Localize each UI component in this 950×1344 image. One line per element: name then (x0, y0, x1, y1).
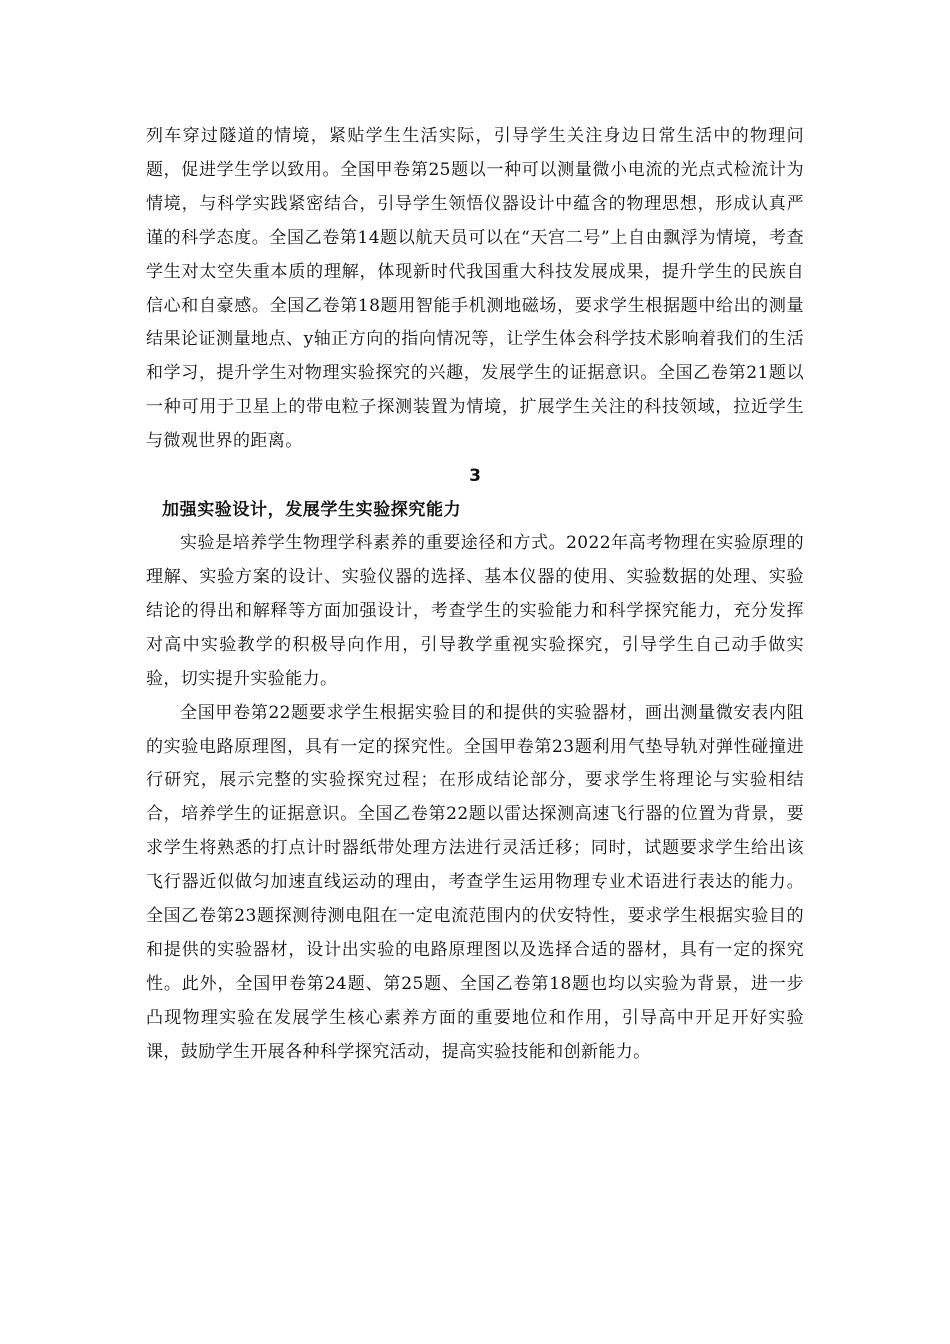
section-heading: 加强实验设计，发展学生实验探究能力 (162, 500, 462, 521)
intro-paragraph: 列车穿过隧道的情境，紧贴学生生活实际，引导学生关注身边日常生活中的物理问题，促进学生学以致用。全国甲卷第25题以一种可以测量微小电流的光点式检流计为情境，与科学实践紧密结合，引导学生领悟仪器设计中蕴含的物理思想，形成认真严谨的科学态度。全国乙卷第14题以航天员可以在“天宫二号”上自由飘浮为情境，考查学生对太空失重本质的理解，体现新时代我国重大科技发展成果，提升学生的民族自信心和自豪感。全国乙卷第18题用智能手机测地磁场，要求学生根据题中给出的测量结果论证测量地点、y轴正方向的指向情况等，让学生体会科学技术影响着我们的生活和学习，提升学生对物理实验探究的兴趣，发展学生的证据意识。全国乙卷第21题以一种可用于卫星上的带电粒子探测装置为情境，扩展学生关注的科技领域，拉近学生与微观世界的距离。 (146, 126, 804, 452)
document-page (146, 120, 804, 1070)
body-paragraph-experiment-design: 实验是培养学生物理学科素养的重要途径和方式。2022年高考物理在实验原理的理解、实验方案的设计、实验仪器的选择、基本仪器的使用、实验数据的处理、实验结论的得出和解释等方面加强设计，考查学生的实验能力和科学探究能力，充分发挥对高中实验教学的积极导向作用，引导教学重视实验探究，引导学生自己动手做实验，切实提升实验能力。 (146, 533, 804, 689)
body-paragraph-exam-examples: 全国甲卷第22题要求学生根据实验目的和提供的实验器材，画出测量微安表内阻的实验电路原理图，具有一定的探究性。全国甲卷第23题利用气垫导轨对弹性碰撞进行研究，展示完整的实验探究过程；在形成结论部分，要求学生将理论与实验相结合，培养学生的证据意识。全国乙卷第22题以雷达探测高速飞行器的位置为背景，要求学生将熟悉的打点计时器纸带处理方法进行灵活迁移；同时，试题要求学生给出该飞行器近似做匀加速直线运动的理由，考查学生运用物理专业术语进行表达的能力。全国乙卷第23题探测待测电阻在一定电流范围内的伏安特性，要求学生根据实验目的和提供的实验器材，设计出实验的电路原理图以及选择合适的器材，具有一定的探究性。此外，全国甲卷第24题、第25题、全国乙卷第18题也均以实验为背景，进一步凸现物理实验在发展学生核心素养方面的重要地位和作用，引导高中开足开好实验课，鼓励学生开展各种科学探究活动，提高实验技能和创新能力。 (146, 702, 804, 1062)
section-number: 3 (469, 466, 481, 487)
